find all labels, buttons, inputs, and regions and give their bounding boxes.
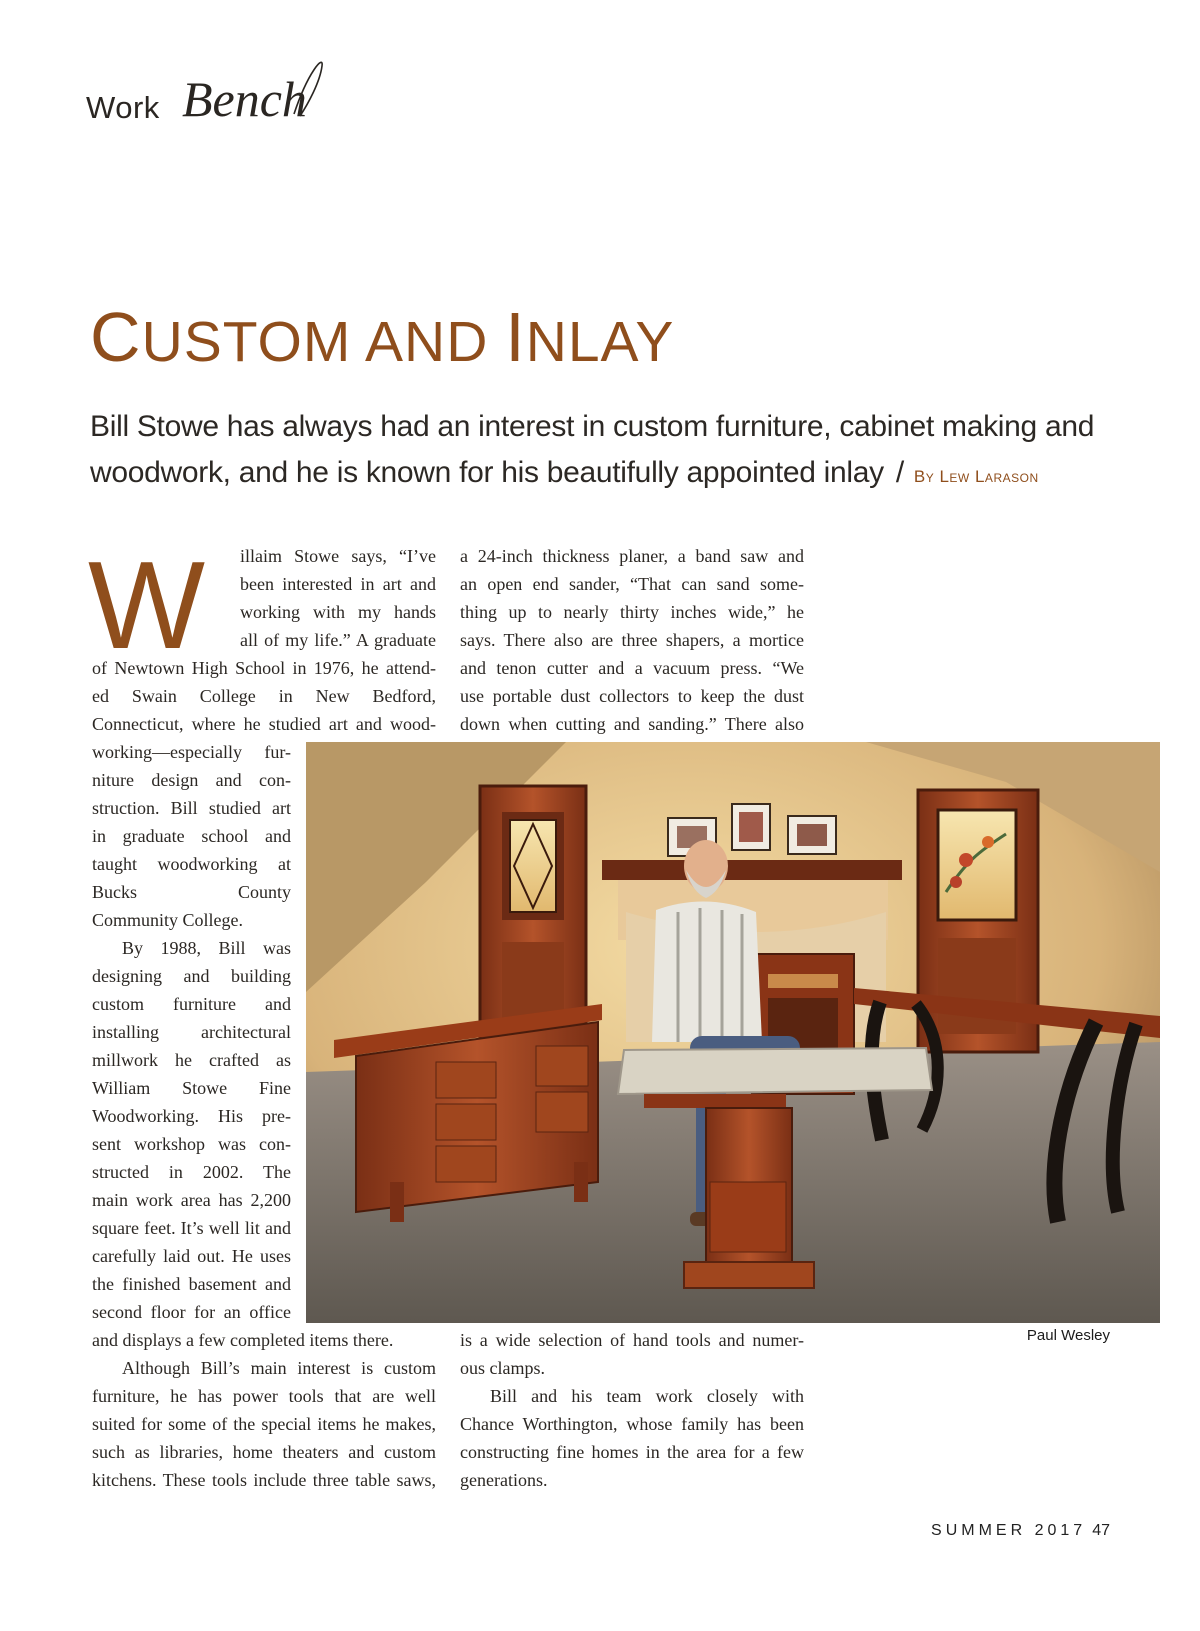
article-line: working—especially fur-: [92, 742, 291, 762]
workshop-photo: [306, 742, 1160, 1323]
article-line: Although Bill’s main interest is custom: [122, 1358, 436, 1378]
drop-cap: W: [88, 537, 206, 675]
article-line: millwork he crafted as: [92, 1050, 291, 1070]
article-line: Bill and his team work closely with: [490, 1386, 804, 1406]
article-line: carefully laid out. He uses: [92, 1246, 291, 1266]
article-line: use portable dust collectors to keep the dust: [460, 686, 804, 706]
article-line: installing architectural: [92, 1022, 291, 1042]
article-line: and displays a few completed items there.: [92, 1330, 394, 1350]
article-line: in graduate school and: [92, 826, 291, 846]
article-line: the finished basement and: [92, 1274, 291, 1294]
headline-rest-2: NLAY: [525, 310, 675, 374]
article-line: William Stowe Fine: [92, 1078, 291, 1098]
headline-initial-2: I: [505, 298, 526, 376]
article-line: suited for some of the special items he makes,: [92, 1414, 436, 1434]
article-line: illaim Stowe says, “I’ve: [240, 546, 436, 566]
article-line: down when cutting and sanding.” There also: [460, 714, 804, 734]
article-line: niture design and con-: [92, 770, 291, 790]
article-line: constructing fine homes in the area for a few: [460, 1442, 804, 1462]
article-line: such as libraries, home theaters and custom: [92, 1442, 436, 1462]
section-logo: [86, 52, 346, 142]
section-word-work: Work: [86, 90, 160, 125]
headline-rest-1: USTOM AND: [141, 310, 506, 374]
article-line: kitchens. These tools include three table saws,: [92, 1470, 436, 1490]
article-line: furniture, he has power tools that are well: [92, 1386, 436, 1406]
article-line: ed Swain College in New Bedford,: [92, 686, 436, 706]
article-line: is a wide selection of hand tools and numer-: [460, 1330, 804, 1350]
article-line: working with my hands: [240, 602, 436, 622]
article-line: taught woodworking at: [92, 854, 291, 874]
article-line: structed in 2002. The: [92, 1162, 291, 1182]
article-line: says. There also are three shapers, a mortice: [460, 630, 804, 650]
article-line: custom furniture and: [92, 994, 291, 1014]
article-line: thing up to nearly thirty inches wide,” he: [460, 602, 804, 622]
article-line: sent workshop was con-: [92, 1134, 291, 1154]
issue-label: SUMMER 2017: [931, 1522, 1087, 1539]
byline: By Lew Larason: [913, 467, 1039, 486]
section-word-bench: Bench: [182, 71, 307, 127]
article-line: Connecticut, where he studied art and wood-: [92, 714, 436, 734]
article-line: generations.: [460, 1470, 548, 1490]
article-line: an open end sander, “That can sand some-: [460, 574, 804, 594]
article-line: Woodworking. His pre-: [92, 1106, 291, 1126]
article-line: main work area has 2,200: [92, 1190, 291, 1210]
article-line: designing and building: [92, 966, 291, 986]
article-line: struction. Bill studied art: [92, 798, 291, 818]
article-deck: [90, 404, 1120, 500]
page-folio: [931, 1522, 1110, 1540]
article-line: all of my life.” A graduate: [240, 630, 436, 650]
article-headline: [90, 298, 675, 376]
article-line: been interested in art and: [240, 574, 436, 594]
article-line: a 24-inch thickness planer, a band saw and: [460, 546, 804, 566]
article-line: square feet. It’s well lit and: [92, 1218, 291, 1238]
deck-text: Bill Stowe has always had an interest in custom furniture, cabinet making and woodwork, and he is known for his beautifully appointed inlay: [90, 410, 1095, 489]
photo-credit: Paul Wesley: [1026, 1327, 1110, 1344]
article-line: Chance Worthington, whose family has been: [460, 1414, 804, 1434]
article-line: By 1988, Bill was: [122, 938, 291, 958]
article-line: and tenon cutter and a vacuum press. “We: [460, 658, 804, 678]
page-number: 47: [1092, 1522, 1110, 1539]
headline-initial-1: C: [90, 298, 142, 376]
byline-separator: /: [895, 456, 904, 489]
article-line: Community College.: [92, 910, 243, 930]
article-line: Bucks County: [92, 882, 291, 902]
article-line: ous clamps.: [460, 1358, 545, 1378]
article-line: second floor for an office: [92, 1302, 291, 1322]
article-line: of Newtown High School in 1976, he attend-: [92, 658, 436, 678]
